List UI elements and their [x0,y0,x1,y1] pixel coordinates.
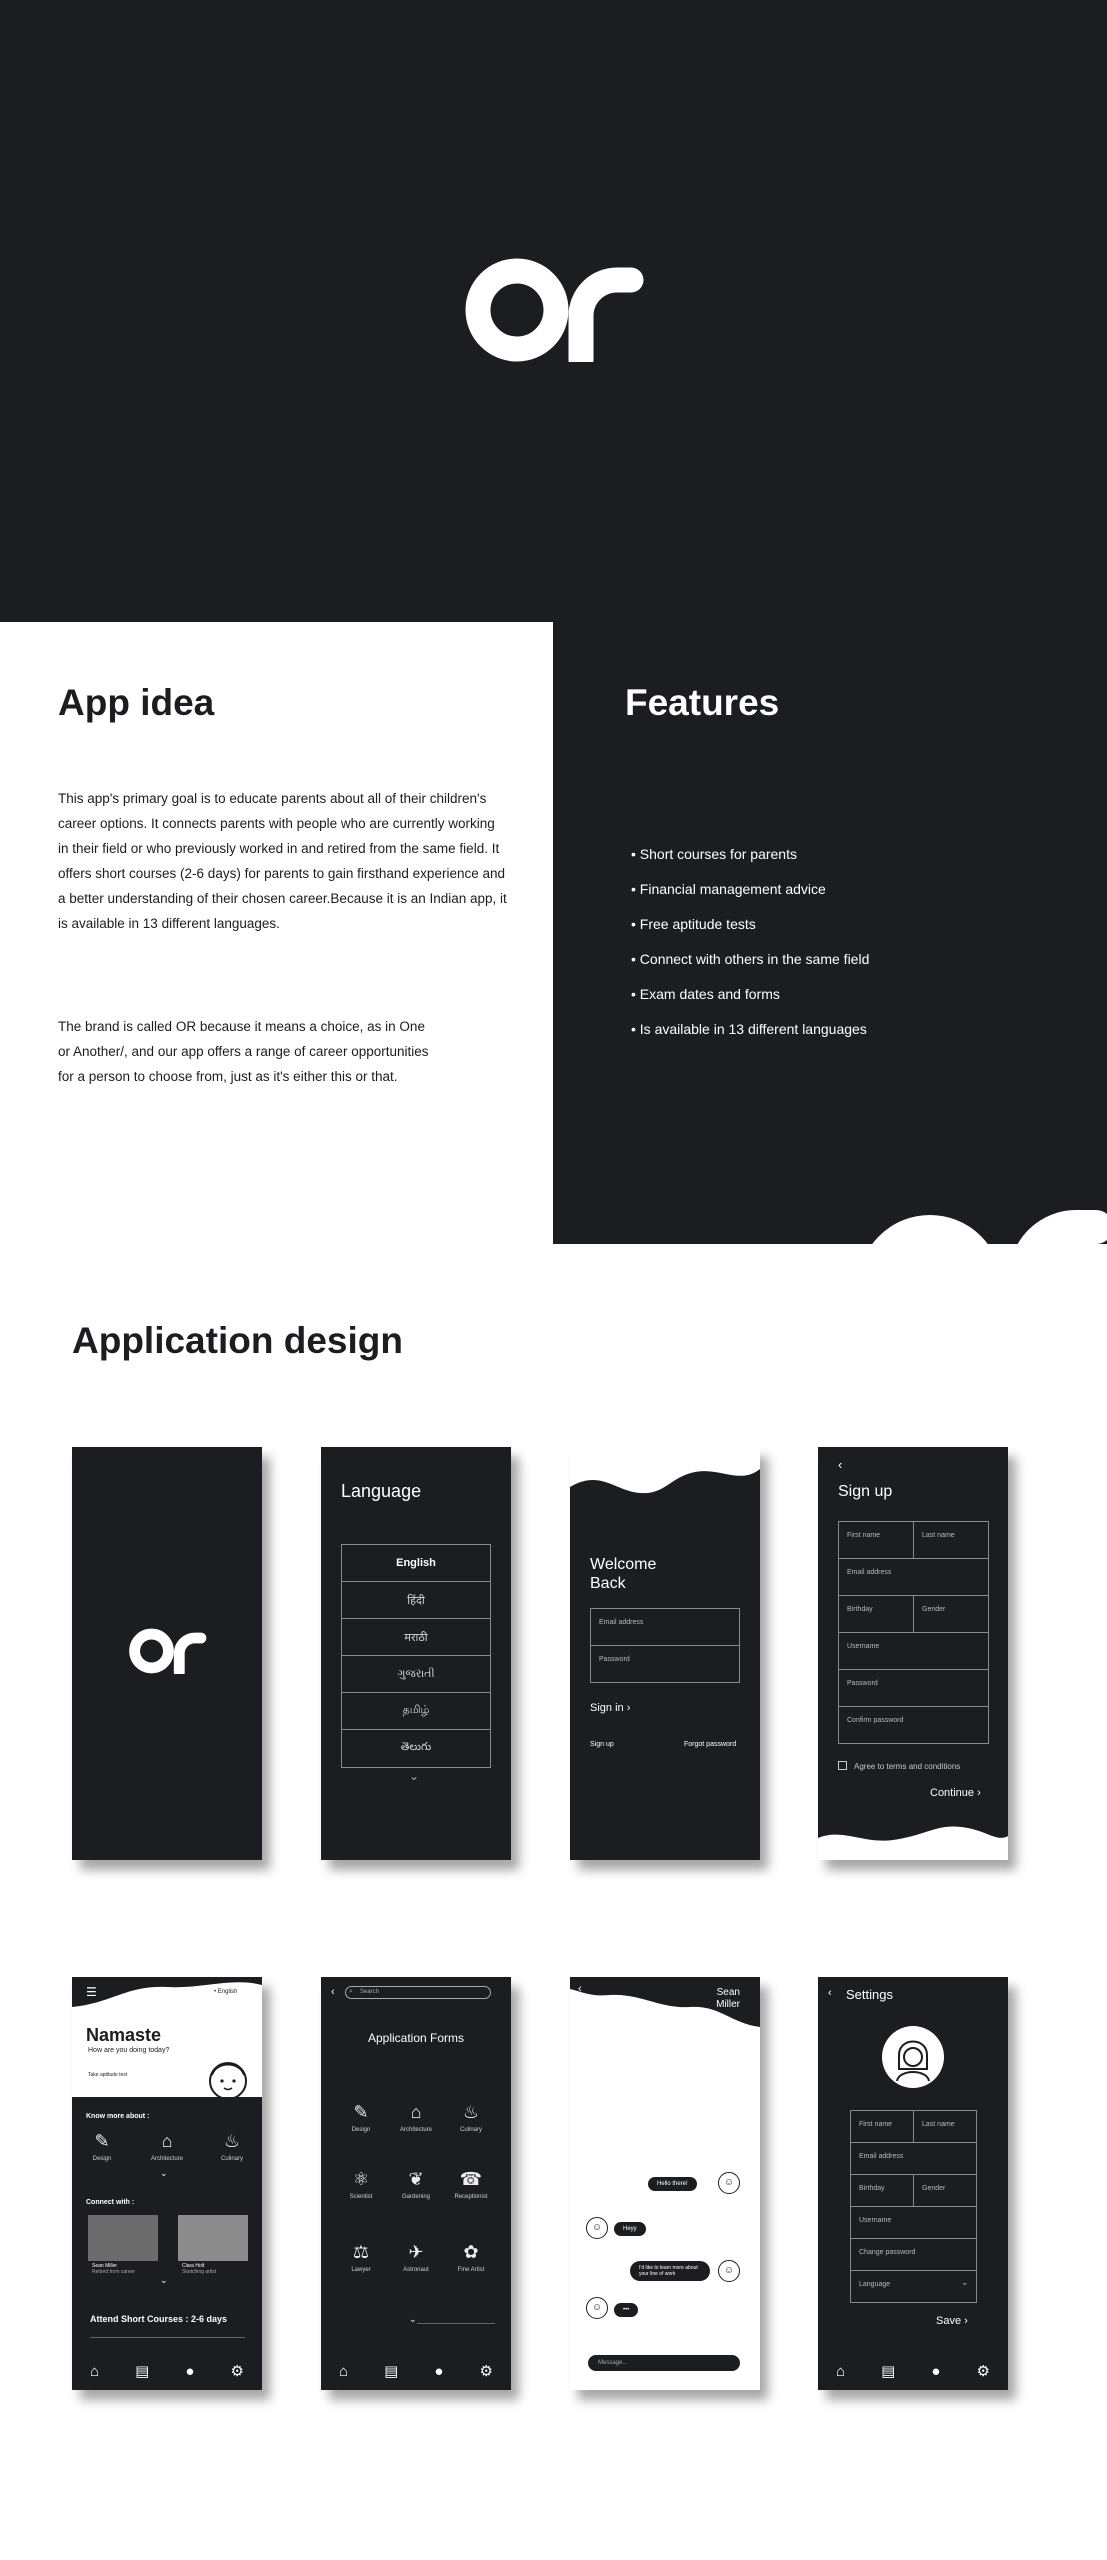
person-card [182,2263,216,2275]
email-field[interactable]: Email address [838,1558,989,1596]
connect-label: Connect with : [86,2199,135,2206]
form-label: Astronaut [403,2267,429,2273]
person-role: Retired from career [92,2269,136,2275]
home-icon[interactable]: ⌂ [836,2362,846,2380]
menu-icon[interactable]: ☰ [86,1985,97,1999]
form-label: Architecture [399,2127,432,2133]
pan-icon: ♨ [462,2102,480,2122]
username-field[interactable]: Username [838,1632,989,1670]
language-select[interactable]: Language [850,2270,977,2303]
terms-label: Agree to terms and conditions [854,1762,961,1771]
feature-item: • Exam dates and forms [631,986,780,1002]
plant-icon: ❦ [408,2169,424,2189]
person-photo[interactable] [88,2215,158,2261]
save-button[interactable]: Save › [936,2315,968,2327]
chat-contact-name [716,1987,740,2011]
form-receptionist[interactable] [451,2169,491,2200]
app-idea-paragraph-2: The brand is called OR because it means a choice, as in One or Another/, and our app offers a range of career opportunities for a person to choose from, just as it's either this or that. [58,1019,429,1084]
gear-icon[interactable]: ⚙ [976,2363,990,2380]
contact-avatar-icon: ☺ [586,2217,608,2239]
username-field[interactable]: Username [850,2206,977,2239]
greeting-subtitle: How are you doing today? [88,2047,170,2054]
contact-avatar-icon: ☺ [586,2297,608,2319]
last-name-field[interactable]: Last name [913,1521,989,1559]
message-bubble-sent: I'd like to learn more about your line of work [630,2261,710,2281]
sign-in-button[interactable]: Sign in › [590,1702,631,1714]
document-icon[interactable]: ▤ [135,2363,150,2380]
signup-screen [818,1447,1008,1860]
bottom-nav [72,2352,262,2390]
features-title: Features [625,682,780,723]
home-icon[interactable]: ⌂ [90,2362,100,2380]
language-title: Language [341,1481,422,1501]
category-label: Design [92,2156,112,2162]
language-option-telugu[interactable]: తెలుగు [400,1741,432,1753]
or-logo [129,1628,207,1674]
back-icon[interactable]: ‹ [828,1987,832,1999]
user-avatar-icon: ☺ [718,2260,740,2282]
app-idea-title: App idea [58,682,215,723]
gear-icon[interactable]: ⚙ [479,2363,493,2380]
desk-icon: ☎ [459,2169,483,2189]
contact-first-name: Sean [716,1987,740,1998]
chevron-down-icon[interactable]: ⌄ [409,2314,417,2324]
or-logo-large [858,1177,1107,1244]
splash-screen [72,1447,262,1860]
birthday-field[interactable]: Birthday [838,1595,914,1633]
language-option-english[interactable]: English [342,1545,490,1582]
feature-item: • Financial management advice [631,881,826,897]
form-scientist[interactable] [341,2169,381,2200]
document-icon[interactable]: ▤ [881,2363,896,2380]
home-screen [72,1977,262,2390]
form-fine-artist[interactable] [451,2242,491,2273]
features-list [631,846,869,1056]
change-password-field[interactable]: Change password [850,2238,977,2271]
form-design[interactable] [341,2102,381,2133]
hero-banner [0,0,1107,622]
feature-item: • Connect with others in the same field [631,951,870,967]
message-bubble-sent: Hello there! [648,2177,697,2191]
person-name: Sean Miller [92,2263,118,2269]
message-input[interactable]: Message... [588,2355,740,2371]
wave-decoration [818,1820,1008,1860]
application-design-title: Application design [72,1320,403,1361]
bottom-nav [321,2352,511,2390]
chat-icon[interactable]: ● [434,2362,444,2380]
ruler-icon: ⌂ [410,2102,422,2122]
home-icon[interactable]: ⌂ [339,2362,349,2380]
first-name-field[interactable]: First name [850,2110,914,2143]
app-idea-section [0,622,553,1244]
language-option-hindi[interactable]: हिंदी [342,1582,490,1619]
continue-button[interactable]: Continue › [930,1787,981,1799]
feature-item: • Short courses for parents [631,846,797,862]
last-name-field[interactable]: Last name [913,2110,977,2143]
password-field[interactable]: Password [590,1645,740,1683]
wave-decoration [570,1447,760,1502]
form-label: Culinary [459,2127,482,2133]
pen-icon: ✎ [94,2131,110,2151]
terms-checkbox[interactable] [838,1761,847,1770]
welcome-line-1: Welcome [590,1556,657,1573]
settings-screen [818,1977,1008,2390]
form-label: Fine Artist [457,2267,485,2273]
person-role: Sketching artist [182,2269,217,2275]
email-field[interactable]: Email address [850,2142,977,2175]
chat-icon[interactable]: ● [931,2362,941,2380]
chevron-down-icon[interactable]: ⌄ [409,1769,420,1783]
signup-title: Sign up [838,1483,893,1500]
chevron-down-icon[interactable]: ⌄ [961,2277,969,2287]
sign-up-link[interactable]: Sign up [590,1741,614,1748]
language-switch[interactable]: • English [214,1989,238,1995]
form-label: Design [351,2127,371,2133]
form-label: Gardening [401,2194,431,2200]
login-screen [570,1447,760,1860]
category-culinary[interactable] [212,2131,252,2162]
back-icon[interactable]: ‹ [331,1986,335,1998]
divider [90,2337,245,2338]
know-more-label: Know more about : [86,2113,150,2120]
language-screen [321,1447,511,1860]
features-section [553,622,1107,1244]
form-gardening[interactable] [396,2169,436,2200]
document-icon[interactable]: ▤ [384,2363,399,2380]
back-icon[interactable]: ‹ [838,1457,843,1472]
person-card [92,2263,135,2275]
search-input[interactable]: Search [345,1986,491,1999]
category-architecture[interactable] [147,2131,187,2162]
form-lawyer[interactable] [341,2242,381,2273]
app-idea-paragraph-1: This app's primary goal is to educate parents about all of their children's career options. It connects parents with people who are currently working in their field or who previously worked in and retired from the same field. It offers short courses (2-6 days) for parents to gain firsthand experience and a better understanding of their chosen career.Because it is an Indian app, it is available in 13 different languages. [58,791,507,931]
pen-icon: ✎ [353,2102,369,2122]
first-name-field[interactable]: First name [838,1521,914,1559]
birthday-field[interactable]: Birthday [850,2174,914,2207]
confirm-password-field[interactable]: Confirm password [838,1706,989,1744]
chevron-down-icon[interactable]: ⌄ [160,2168,168,2178]
forgot-password-link[interactable]: Forgot password [684,1741,737,1748]
ruler-icon: ⌂ [161,2131,173,2151]
person-name: Clara Holt [182,2263,205,2269]
category-design[interactable] [82,2131,122,2162]
atom-icon: ⚛ [352,2169,370,2189]
gender-field[interactable]: Gender [913,1595,989,1633]
feature-item: • Free aptitude tests [631,916,756,932]
welcome-line-2: Back [590,1575,626,1592]
chevron-down-icon[interactable]: ⌄ [160,2275,168,2285]
search-icon: ⌕ [349,1988,353,1995]
forms-title: Application Forms [367,2031,465,2045]
form-architecture[interactable] [396,2102,436,2133]
language-option-tamil[interactable]: தமிழ் [342,1693,490,1730]
language-option-gujarati[interactable]: ગુજરાતી [342,1656,490,1693]
divider [417,2323,495,2324]
profile-avatar-icon[interactable] [881,2025,945,2089]
bottom-nav [818,2352,1008,2390]
contact-last-name: Miller [716,1999,740,2010]
message-bubble-received: Heyy [614,2222,646,2236]
form-label: Receptionist [454,2194,488,2200]
person-photo[interactable] [178,2215,248,2261]
form-astronaut[interactable] [396,2242,436,2273]
palette-icon: ✿ [463,2242,479,2262]
form-label: Lawyer [351,2267,371,2273]
chat-icon[interactable]: ● [185,2362,195,2380]
language-option-marathi[interactable]: मराठी [342,1619,490,1656]
aptitude-test-link[interactable]: Take aptitude test [88,2072,128,2078]
pan-icon: ♨ [223,2131,241,2151]
settings-title: Settings [846,1987,893,2002]
greeting-title: Namaste [86,2025,162,2045]
application-forms-screen [321,1977,511,2390]
email-field[interactable]: Email address [590,1608,740,1646]
password-field[interactable]: Password [838,1669,989,1707]
typing-indicator: ••• [614,2303,638,2317]
category-label: Architecture [150,2156,183,2162]
language-list [341,1544,491,1768]
form-culinary[interactable] [451,2102,491,2133]
gear-icon[interactable]: ⚙ [230,2363,244,2380]
short-courses-label[interactable]: Attend Short Courses : 2-6 days [90,2314,228,2324]
rocket-icon: ✈ [408,2242,424,2262]
gender-field[interactable]: Gender [913,2174,977,2207]
form-label: Scientist [349,2194,373,2200]
category-label: Culinary [220,2156,243,2162]
scales-icon: ⚖ [352,2242,370,2262]
or-logo [465,258,645,362]
chat-screen [570,1977,760,2390]
back-icon[interactable]: ‹ [578,1983,582,1995]
child-avatar-icon [204,2053,252,2097]
welcome-title [590,1555,656,1593]
user-avatar-icon: ☺ [718,2172,740,2194]
feature-item: • Is available in 13 different languages [631,1021,867,1037]
